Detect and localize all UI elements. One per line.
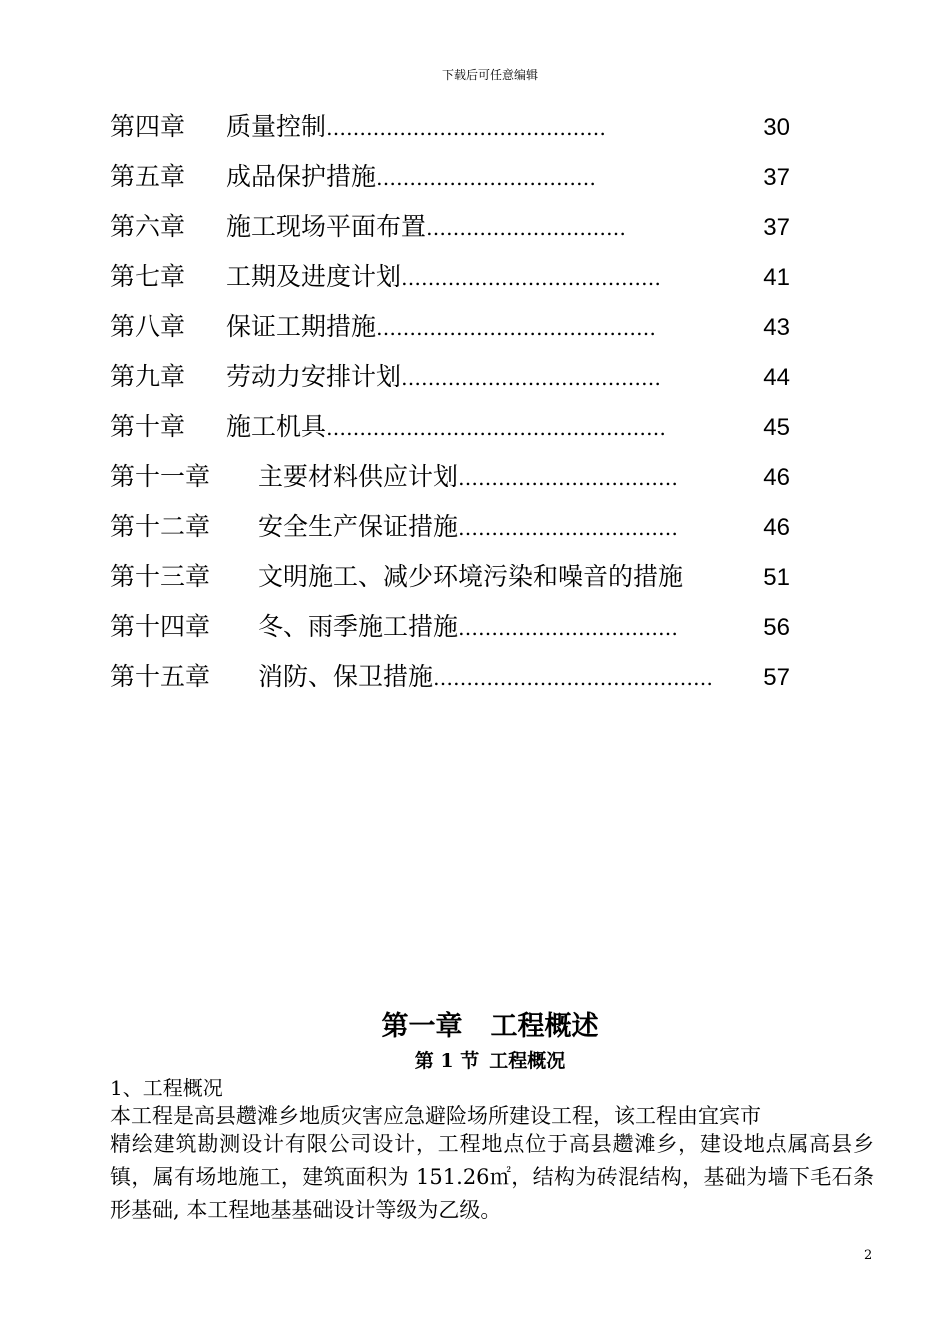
toc-chapter-number: 第十四章 xyxy=(110,612,211,641)
toc-chapter-number: 第十二章 xyxy=(110,512,211,541)
paragraph-first-line: 本工程是高县趱滩乡地质灾害应急避险场所建设工程，该工程由宜宾市 xyxy=(110,1104,761,1128)
toc-leader-dots: …………………………………… xyxy=(376,316,657,340)
toc-chapter-number: 第十章 xyxy=(110,412,186,441)
toc-chapter-number: 第十三章 xyxy=(110,562,211,591)
toc-page-number: 37 xyxy=(763,164,790,191)
toc-leader-dots: ………………………………… xyxy=(401,266,662,290)
toc-page-number: 30 xyxy=(763,114,790,141)
toc-page-number: 56 xyxy=(763,614,790,641)
toc-chapter-number: 第五章 xyxy=(110,162,186,191)
toc-chapter-title: 消防、保卫措施 xyxy=(258,662,434,691)
toc-page-number: 37 xyxy=(763,214,790,241)
toc-chapter-title: 成品保护措施 xyxy=(226,162,377,191)
toc-page-number: 45 xyxy=(763,414,790,441)
toc-page-number: 46 xyxy=(763,464,790,491)
toc-entry[interactable] xyxy=(110,454,790,504)
toc-chapter-number: 第九章 xyxy=(110,362,186,391)
toc-leader-dots: …………………………… xyxy=(458,616,679,640)
toc-chapter-title: 劳动力安排计划 xyxy=(226,362,402,391)
toc-chapter-number: 第四章 xyxy=(110,112,186,141)
table-of-contents xyxy=(110,104,790,704)
page-number: 2 xyxy=(864,1248,873,1263)
toc-page-number: 44 xyxy=(763,364,790,391)
toc-entry[interactable] xyxy=(110,504,790,554)
toc-entry[interactable] xyxy=(110,154,790,204)
toc-leader-dots: …………………………………… xyxy=(326,116,607,140)
toc-chapter-title: 工期及进度计划 xyxy=(226,262,402,291)
chapter-name: 工程概述 xyxy=(490,1011,599,1042)
toc-chapter-title: 文明施工、减少环境污染和噪音的措施 xyxy=(258,562,684,591)
toc-entry[interactable] xyxy=(110,304,790,354)
toc-chapter-title: 质量控制 xyxy=(226,112,327,141)
toc-entry[interactable] xyxy=(110,654,790,704)
toc-leader-dots: …………………………… xyxy=(458,466,679,490)
toc-leader-dots: …………………………………………… xyxy=(326,416,667,440)
toc-chapter-title: 主要材料供应计划 xyxy=(258,462,459,491)
toc-chapter-title: 施工机具 xyxy=(226,412,327,441)
toc-chapter-title: 安全生产保证措施 xyxy=(258,512,459,541)
toc-chapter-title: 保证工期措施 xyxy=(226,312,377,341)
toc-leader-dots: …………………………… xyxy=(458,516,679,540)
header-note: 下载后可任意编辑 xyxy=(441,68,538,82)
section-name: 工程概况 xyxy=(489,1050,566,1072)
toc-page-number: 46 xyxy=(763,514,790,541)
toc-entry[interactable] xyxy=(110,404,790,454)
toc-entry[interactable] xyxy=(110,204,790,254)
chapter-heading xyxy=(0,1004,950,1043)
toc-leader-dots: ………………………… xyxy=(426,216,627,240)
toc-chapter-number: 第六章 xyxy=(110,212,186,241)
toc-leader-dots: …………………………………… xyxy=(433,666,714,690)
toc-chapter-number: 第八章 xyxy=(110,312,186,341)
toc-chapter-number: 第七章 xyxy=(110,262,186,291)
toc-chapter-title: 施工现场平面布置 xyxy=(226,212,427,241)
toc-entry[interactable] xyxy=(110,354,790,404)
chapter-number: 第一章 xyxy=(381,1011,463,1042)
section-number: 第 1 节 xyxy=(414,1050,480,1072)
toc-entry[interactable] xyxy=(110,254,790,304)
toc-leader-dots: …………………………… xyxy=(376,166,597,190)
toc-chapter-number: 第十一章 xyxy=(110,462,211,491)
subsection-heading: 1、工程概况 xyxy=(110,1076,223,1100)
toc-page-number: 41 xyxy=(763,264,790,291)
paragraph-rest: 精绘建筑勘测设计有限公司设计，工程地点位于高县趱滩乡，建设地点属高县乡镇，属有场地施工，建筑面积为 151.26㎡，结构为砖混结构，基础为墙下毛石条形基础, 本工程地基基础设计等级为乙级。 xyxy=(110,1132,874,1222)
toc-page-number: 57 xyxy=(763,664,790,691)
toc-chapter-number: 第十五章 xyxy=(110,662,211,691)
toc-page-number: 51 xyxy=(763,564,790,591)
toc-chapter-title: 冬、雨季施工措施 xyxy=(258,612,459,641)
toc-page-number: 43 xyxy=(763,314,790,341)
toc-entry[interactable] xyxy=(110,604,790,654)
toc-entry[interactable] xyxy=(110,104,790,154)
toc-entry[interactable] xyxy=(110,554,790,604)
toc-leader-dots: ………………………………… xyxy=(401,366,662,390)
section-heading xyxy=(0,1046,950,1073)
body-paragraph xyxy=(110,1104,874,1227)
